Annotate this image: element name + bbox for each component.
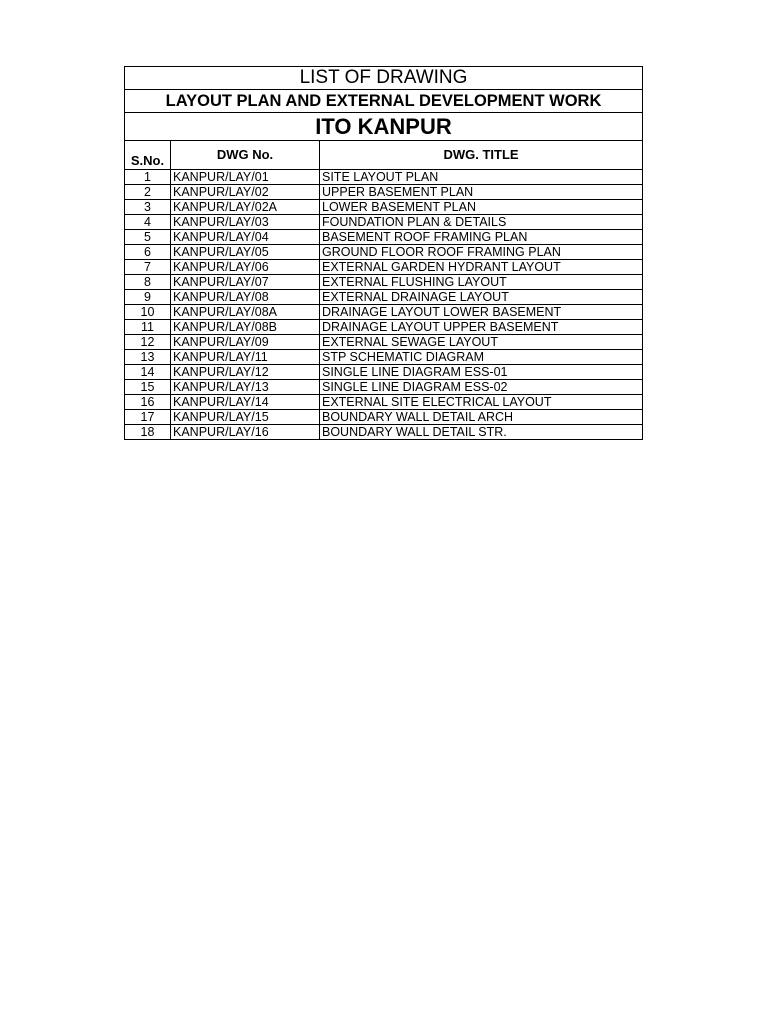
project-name: ITO KANPUR	[125, 113, 643, 141]
cell-dwg-no: KANPUR/LAY/14	[171, 395, 320, 410]
cell-sno: 6	[125, 245, 171, 260]
cell-dwg-title: BOUNDARY WALL DETAIL STR.	[320, 425, 643, 440]
table-row	[125, 380, 643, 395]
table-row	[125, 305, 643, 320]
cell-dwg-title: EXTERNAL DRAINAGE LAYOUT	[320, 290, 643, 305]
cell-sno: 2	[125, 185, 171, 200]
cell-dwg-title: UPPER BASEMENT PLAN	[320, 185, 643, 200]
drawing-list-sheet	[124, 66, 642, 440]
cell-dwg-no: KANPUR/LAY/15	[171, 410, 320, 425]
cell-sno: 1	[125, 170, 171, 185]
cell-dwg-title: FOUNDATION PLAN & DETAILS	[320, 215, 643, 230]
cell-dwg-no: KANPUR/LAY/13	[171, 380, 320, 395]
cell-dwg-no: KANPUR/LAY/16	[171, 425, 320, 440]
cell-dwg-title: GROUND FLOOR ROOF FRAMING PLAN	[320, 245, 643, 260]
table-row	[125, 245, 643, 260]
cell-dwg-no: KANPUR/LAY/12	[171, 365, 320, 380]
table-row	[125, 185, 643, 200]
table-row	[125, 275, 643, 290]
cell-dwg-title: EXTERNAL FLUSHING LAYOUT	[320, 275, 643, 290]
column-header-dwg-no: DWG No.	[171, 141, 320, 170]
cell-dwg-title: SINGLE LINE DIAGRAM ESS-02	[320, 380, 643, 395]
cell-dwg-title: DRAINAGE LAYOUT UPPER BASEMENT	[320, 320, 643, 335]
cell-dwg-no: KANPUR/LAY/04	[171, 230, 320, 245]
table-row	[125, 230, 643, 245]
cell-sno: 16	[125, 395, 171, 410]
cell-sno: 17	[125, 410, 171, 425]
cell-dwg-title: EXTERNAL SEWAGE LAYOUT	[320, 335, 643, 350]
cell-sno: 8	[125, 275, 171, 290]
cell-sno: 9	[125, 290, 171, 305]
table-row	[125, 200, 643, 215]
cell-sno: 7	[125, 260, 171, 275]
cell-dwg-title: BOUNDARY WALL DETAIL ARCH	[320, 410, 643, 425]
table-row	[125, 215, 643, 230]
table-row	[125, 350, 643, 365]
cell-dwg-no: KANPUR/LAY/02	[171, 185, 320, 200]
cell-dwg-title: DRAINAGE LAYOUT LOWER BASEMENT	[320, 305, 643, 320]
drawing-list-table	[124, 66, 643, 440]
cell-dwg-title: EXTERNAL GARDEN HYDRANT LAYOUT	[320, 260, 643, 275]
cell-sno: 15	[125, 380, 171, 395]
cell-dwg-no: KANPUR/LAY/09	[171, 335, 320, 350]
table-row	[125, 365, 643, 380]
cell-sno: 13	[125, 350, 171, 365]
cell-sno: 18	[125, 425, 171, 440]
cell-sno: 5	[125, 230, 171, 245]
cell-dwg-no: KANPUR/LAY/05	[171, 245, 320, 260]
cell-sno: 11	[125, 320, 171, 335]
table-row	[125, 410, 643, 425]
cell-sno: 12	[125, 335, 171, 350]
cell-dwg-no: KANPUR/LAY/08B	[171, 320, 320, 335]
cell-dwg-no: KANPUR/LAY/08A	[171, 305, 320, 320]
cell-dwg-no: KANPUR/LAY/08	[171, 290, 320, 305]
cell-dwg-title: EXTERNAL SITE ELECTRICAL LAYOUT	[320, 395, 643, 410]
table-row	[125, 395, 643, 410]
list-subtitle: LAYOUT PLAN AND EXTERNAL DEVELOPMENT WORK	[125, 90, 643, 113]
cell-dwg-title: SITE LAYOUT PLAN	[320, 170, 643, 185]
cell-dwg-no: KANPUR/LAY/06	[171, 260, 320, 275]
cell-dwg-title: LOWER BASEMENT PLAN	[320, 200, 643, 215]
cell-dwg-no: KANPUR/LAY/11	[171, 350, 320, 365]
cell-sno: 3	[125, 200, 171, 215]
table-row	[125, 335, 643, 350]
cell-sno: 14	[125, 365, 171, 380]
table-row	[125, 260, 643, 275]
cell-dwg-title: STP SCHEMATIC DIAGRAM	[320, 350, 643, 365]
list-title: LIST OF DRAWING	[125, 67, 643, 90]
column-header-dwg-title: DWG. TITLE	[320, 141, 643, 170]
table-row	[125, 425, 643, 440]
table-row	[125, 290, 643, 305]
table-row	[125, 320, 643, 335]
cell-dwg-title: BASEMENT ROOF FRAMING PLAN	[320, 230, 643, 245]
cell-sno: 4	[125, 215, 171, 230]
cell-dwg-no: KANPUR/LAY/03	[171, 215, 320, 230]
cell-dwg-no: KANPUR/LAY/01	[171, 170, 320, 185]
cell-dwg-no: KANPUR/LAY/07	[171, 275, 320, 290]
cell-dwg-no: KANPUR/LAY/02A	[171, 200, 320, 215]
cell-dwg-title: SINGLE LINE DIAGRAM ESS-01	[320, 365, 643, 380]
table-row	[125, 170, 643, 185]
cell-sno: 10	[125, 305, 171, 320]
column-header-sno: S.No.	[125, 141, 171, 170]
